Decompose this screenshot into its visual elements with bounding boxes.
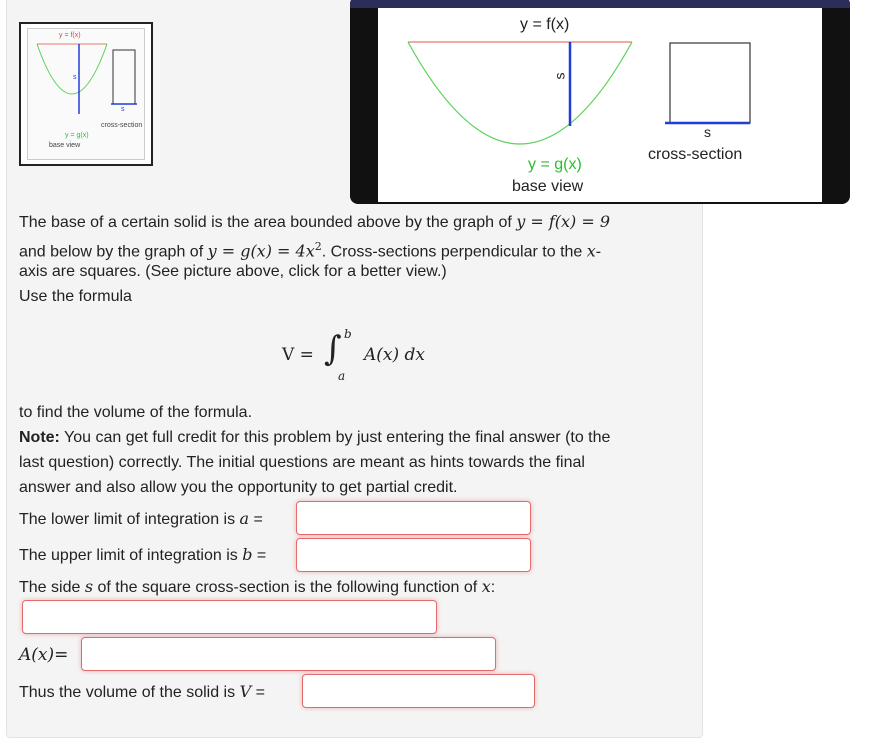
side-var-x: x xyxy=(481,577,491,596)
popup-title-bar xyxy=(350,0,850,8)
area-label: A(x)= xyxy=(19,645,69,665)
label-g: y = g(x) xyxy=(528,156,582,173)
problem-math-2-sup: 2 xyxy=(314,240,322,253)
formula-lower-limit: a xyxy=(338,369,346,383)
problem-math-1: y = f(x) = 9 xyxy=(516,212,611,231)
problem-math-2: y = g(x) = 4x xyxy=(207,241,315,261)
note-line-1 xyxy=(19,425,694,450)
upper-limit-text: The upper limit of integration is xyxy=(19,547,243,564)
problem-line-4: Use the formula xyxy=(19,288,132,305)
thumb-parabola xyxy=(37,44,107,94)
side-input[interactable] xyxy=(22,600,437,634)
volume-input[interactable] xyxy=(302,674,535,708)
note-bold: Note: xyxy=(19,429,60,446)
picture-popup[interactable] xyxy=(350,0,850,204)
formula-integral-sign: ∫ xyxy=(324,329,342,369)
formula-upper-limit: b xyxy=(344,327,352,341)
problem-line-1 xyxy=(19,209,694,235)
thumb-square xyxy=(113,50,135,104)
lower-limit-eq: = xyxy=(249,511,263,528)
side-text-2: of the square cross-section is the following function of xyxy=(93,579,482,596)
problem-text-2a: and below by the graph of xyxy=(19,243,208,261)
thumb-label-s: s xyxy=(73,74,77,81)
note-text-1: You can get full credit for this problem by just entering the final answer (to the xyxy=(59,429,611,446)
formula-lhs: V = xyxy=(282,345,314,365)
label-s-vertical: s xyxy=(551,72,568,80)
problem-var-x: x xyxy=(586,241,596,261)
upper-limit-input[interactable] xyxy=(296,538,531,572)
side-text-1: The side xyxy=(19,579,85,596)
formula-integrand: A(x) dx xyxy=(364,345,426,365)
after-formula-text: to find the volume of the formula. xyxy=(19,404,253,421)
upper-limit-var: b xyxy=(242,545,253,564)
upper-limit-label xyxy=(19,545,266,565)
label-f: y = f(x) xyxy=(520,16,570,33)
problem-text-1: The base of a certain solid is the area bounded above by the graph of xyxy=(19,214,517,231)
label-s-square: s xyxy=(704,124,711,140)
thumb-label-base: base view xyxy=(49,142,81,149)
label-cross-section: cross-section xyxy=(648,146,743,163)
popup-graphic xyxy=(378,8,822,202)
problem-text-2b: . Cross-sections perpendicular to the xyxy=(321,243,587,261)
note-line-3: answer and also allow you the opportunity to get partial credit. xyxy=(19,479,458,496)
label-base-view: base view xyxy=(512,178,584,195)
parabola-curve xyxy=(408,42,632,144)
thumb-label-g: y = g(x) xyxy=(65,132,89,139)
side-var-s: s xyxy=(84,577,94,596)
upper-limit-eq: = xyxy=(252,547,267,564)
volume-var: V xyxy=(239,682,252,701)
problem-text-2c: - xyxy=(595,243,602,261)
side-label xyxy=(19,577,495,597)
volume-label xyxy=(19,682,265,702)
lower-limit-label xyxy=(19,509,263,529)
note-line-2: last question) correctly. The initial questions are meant as hints towards the final xyxy=(19,454,585,471)
volume-text: Thus the volume of the solid is xyxy=(19,684,240,701)
problem-line-3: axis are squares. (See picture above, click for a better view.) xyxy=(19,263,447,280)
volume-eq: = xyxy=(251,684,265,701)
thumb-label-f: y = f(x) xyxy=(59,32,81,39)
cross-section-square xyxy=(670,43,750,123)
lower-limit-input[interactable] xyxy=(296,501,531,535)
side-text-3: : xyxy=(490,579,496,596)
lower-limit-text: The lower limit of integration is xyxy=(19,511,240,528)
thumb-label-cross: cross-section xyxy=(101,122,143,129)
area-input[interactable] xyxy=(81,637,496,671)
thumbnail-graphic xyxy=(21,24,151,164)
lower-limit-var: a xyxy=(239,509,250,528)
thumb-label-s2: s xyxy=(121,106,125,113)
volume-formula xyxy=(282,327,462,387)
thumbnail-image[interactable] xyxy=(19,22,153,166)
popup-canvas xyxy=(378,8,822,202)
